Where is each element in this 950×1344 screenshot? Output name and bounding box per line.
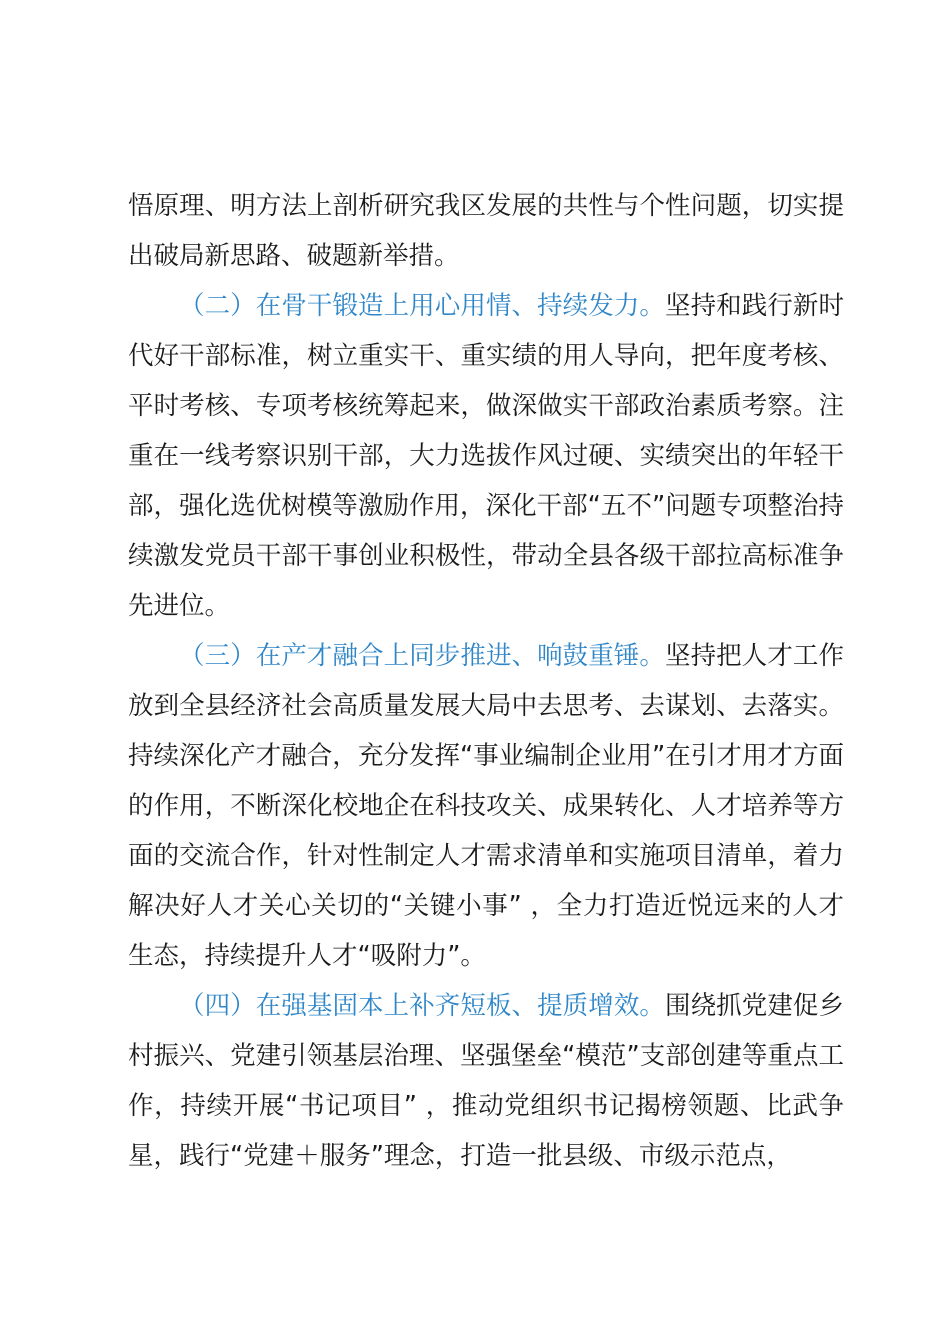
- paragraph-section-3: [128, 631, 844, 981]
- paragraph-section-2: [128, 281, 844, 631]
- paragraph-text: 悟原理、明方法上剖析研究我区发展的共性与个性问题，切实提出破局新思路、破题新举措。: [128, 191, 844, 271]
- section-heading: （四）在强基固本上补齐短板、提质增效。: [179, 991, 665, 1021]
- section-heading: （二）在骨干锻造上用心用情、持续发力。: [179, 291, 665, 321]
- paragraph-section-4: [128, 981, 844, 1181]
- paragraph-continuation: [128, 181, 844, 281]
- document-body: [128, 181, 844, 1181]
- section-heading: （三）在产才融合上同步推进、响鼓重锤。: [179, 641, 665, 671]
- paragraph-text: 围绕抓党建促乡村振兴、党建引领基层治理、坚强堡垒“模范”支部创建等重点工作，持续开展“书记项目” ，推动党组织书记揭榜领题、比武争星，践行“党建＋服务”理念，打造一批县级、市级示范点，: [128, 991, 844, 1171]
- paragraph-text: 坚持把人才工作放到全县经济社会高质量发展大局中去思考、去谋划、去落实。持续深化产才融合，充分发挥“事业编制企业用”在引才用才方面的作用，不断深化校地企在科技攻关、成果转化、人才培养等方面的交流合作，针对性制定人才需求清单和实施项目清单，着力解决好人才关心关切的“关键小事” ，全力打造近悦远来的人才生态，持续提升人才“吸附力”。: [128, 641, 844, 971]
- paragraph-text: 坚持和践行新时代好干部标准，树立重实干、重实绩的用人导向，把年度考核、平时考核、专项考核统筹起来，做深做实干部政治素质考察。注重在一线考察识别干部，大力选拔作风过硬、实绩突出的年轻干部，强化选优树模等激励作用，深化干部“五不”问题专项整治持续激发党员干部干事创业积极性，带动全县各级干部拉高标准争先进位。: [128, 291, 844, 621]
